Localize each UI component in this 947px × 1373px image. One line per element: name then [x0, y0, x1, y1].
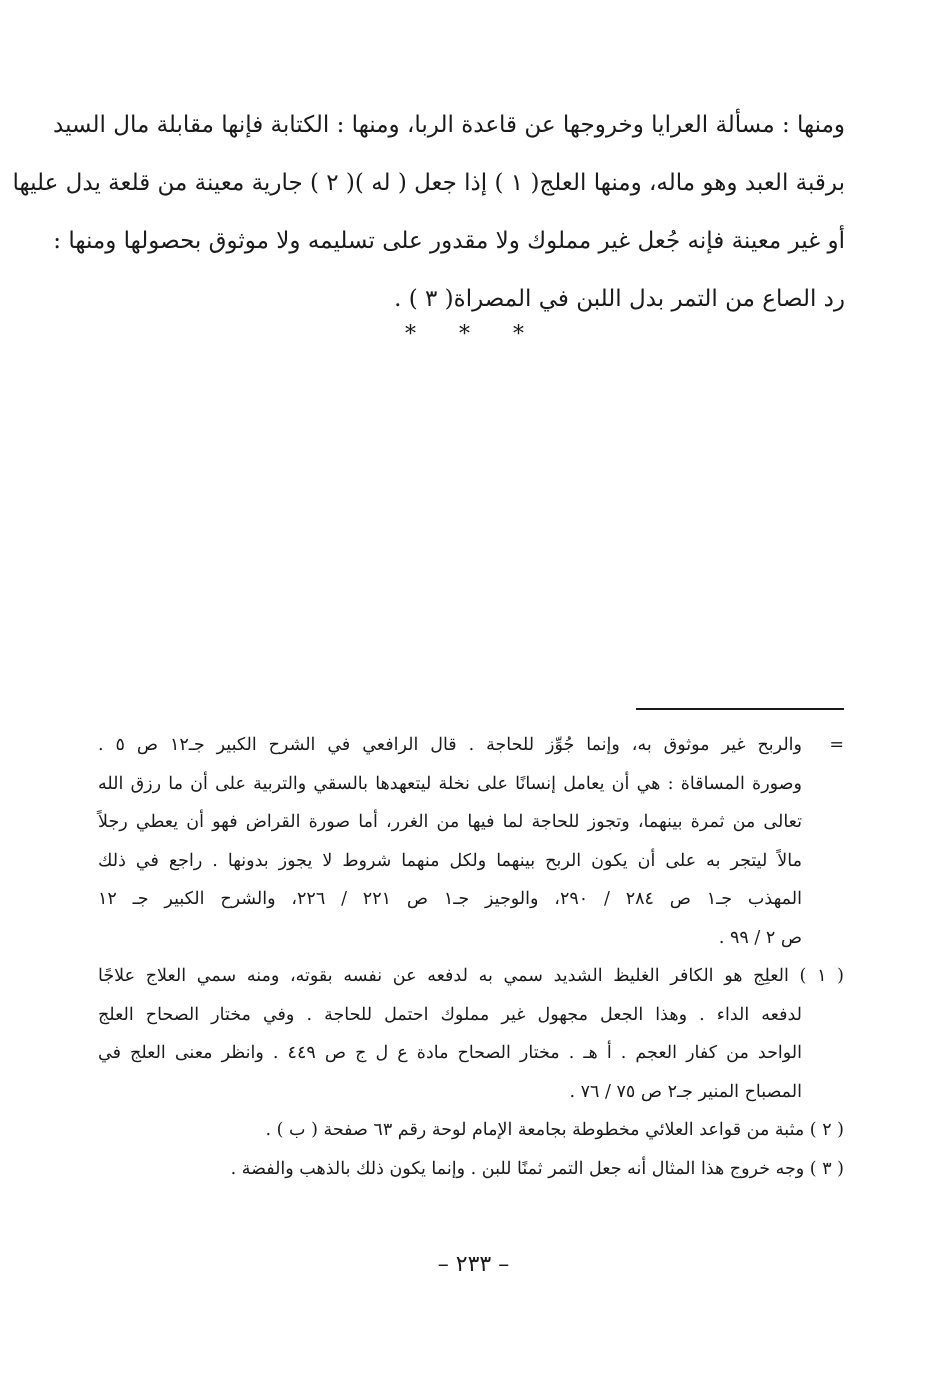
footnote-text: والربح غير موثوق به، وإنما جُوِّز للحاجة . قال الرافعي في الشرح الكبير جـ١٢ ص ٥ . — [98, 735, 802, 755]
main-text — [12, 96, 845, 328]
footnote-continuation-line — [98, 726, 844, 765]
footnote-continuation-line: مالاً ليتجر به على أن يكون الربح بينهما ولكل منهما شروط لا يجوز بدونها . راجع في ذلك — [98, 850, 802, 871]
main-text-line: رد الصاع من التمر بدل اللبن في المصراة( ٣ ) . — [394, 286, 845, 312]
footnote-3: ( ٣ ) وجه خروج هذا المثال أنه جعل التمر ثمنًا للبن . وإنما يكون ذلك بالذهب والفضة . — [230, 1158, 844, 1179]
main-text-line: أو غير معينة فإنه جُعل غير مملوك ولا مقدور على تسليمه ولا موثوق بحصولها ومنها : — [53, 228, 845, 254]
footnote-continuation-line: المهذب جـ١ ص ٢٨٤ / ٢٩٠، والوجيز جـ١ ص ٢٢١ / ٢٢٦، والشرح الكبير جـ ١٢ — [98, 889, 802, 909]
footnote-divider — [636, 708, 844, 710]
footnotes — [98, 726, 844, 1188]
main-text-line: ومنها : مسألة العرايا وخروجها عن قاعدة الربا، ومنها : الكتابة فإنها مقابلة مال السيد — [53, 112, 845, 138]
footnote-1-line: لدفعه الداء . وهذا الجعل مجهول غير مملوك احتمل للحاجة . وفي مختار الصحاح العلج — [98, 1004, 802, 1025]
footnote-1-line: الواحد من كفار العجم . أ هـ . مختار الصحاح مادة ع ل ج ص ٤٤٩ . وانظر معنى العلج في — [98, 1043, 802, 1063]
main-text-line: برقبة العبد وهو ماله، ومنها العلج( ١ ) إذا جعل ( له )( ٢ ) جارية معينة من قلعة يدل عليها — [12, 170, 845, 196]
footnote-1-line: المصباح المنير جـ٢ ص ٧٥ / ٧٦ . — [569, 1081, 802, 1102]
continuation-marker: = — [829, 735, 844, 755]
footnote-continuation-line: تعالى من ثمرة بينهما، وتجوز للحاجة لما فيها من الغرر، أما صورة القراض فهو أن يعطي رجلاً — [98, 812, 802, 832]
section-separator: * * * — [405, 322, 542, 347]
footnote-continuation-line: ص ٢ / ٩٩ . — [718, 927, 802, 948]
page-number: – ٢٣٣ – — [437, 1252, 510, 1277]
footnote-continuation-line: وصورة المساقاة : هي أن يعامل إنسانًا على نخلة ليتعهدها بالسقي والتربية على أن ما رزق الله — [98, 773, 802, 794]
footnote-1-line: ( ١ ) العلِج هو الكافر الغليظ الشديد سمي به لدفعه عن نفسه بقوته، ومنه سمي العلاج علاجًا — [98, 966, 844, 986]
footnote-2: ( ٢ ) مثبة من قواعد العلائي مخطوطة بجامعة الإمام لوحة رقم ٦٣ صفحة ( ب ) . — [265, 1120, 844, 1140]
